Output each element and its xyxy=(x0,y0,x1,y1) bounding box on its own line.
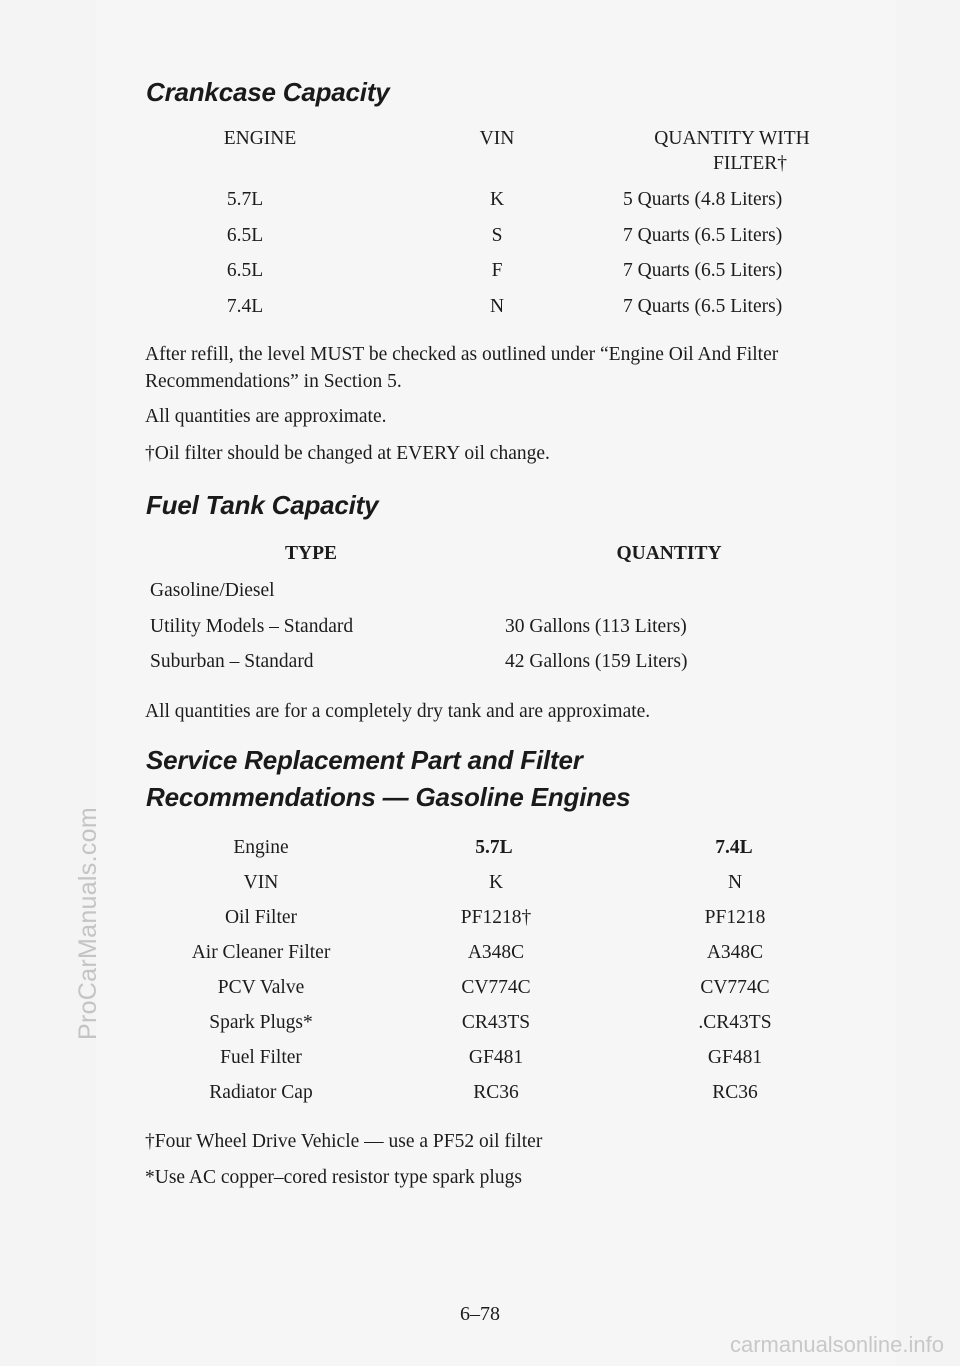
crankcase-row-engine: 5.7L xyxy=(226,189,264,210)
crankcase-row-engine: 6.5L xyxy=(226,225,264,246)
service-note-star: *Use AC copper–cored resistor type spark plugs xyxy=(145,1167,522,1188)
service-row-label: Spark Plugs* xyxy=(209,1012,313,1033)
crankcase-row-vin: S xyxy=(491,225,503,246)
fuel-row-quantity: 30 Gallons (113 Liters) xyxy=(505,616,687,637)
fuel-header-quantity: QUANTITY xyxy=(616,543,722,564)
fuel-note: All quantities are for a completely dry tank and are approximate. xyxy=(145,701,651,722)
service-row-col1: CR43TS xyxy=(461,1012,531,1033)
service-row-label: Air Cleaner Filter xyxy=(191,942,331,963)
page-number: 6–78 xyxy=(460,1303,500,1325)
service-header-col1: 5.7L xyxy=(475,837,513,858)
service-row-col1: GF481 xyxy=(468,1047,524,1068)
crankcase-note-approx: All quantities are approximate. xyxy=(145,406,387,427)
service-row-label: PCV Valve xyxy=(217,977,305,998)
fuel-group-label: Gasoline/Diesel xyxy=(150,580,275,601)
service-row-label: Radiator Cap xyxy=(209,1082,313,1103)
service-title-line1: Service Replacement Part and Filter xyxy=(146,745,583,775)
crankcase-header-quantity-line1: QUANTITY WITH xyxy=(654,128,810,149)
service-row-col2: PF1218 xyxy=(704,907,766,928)
fuel-tank-title: Fuel Tank Capacity xyxy=(146,490,379,520)
service-header-col2: 7.4L xyxy=(715,837,753,858)
crankcase-row-quantity: 7 Quarts (6.5 Liters) xyxy=(623,225,783,246)
service-note-dagger: †Four Wheel Drive Vehicle — use a PF52 oil filter xyxy=(145,1131,543,1152)
service-title-line2: Recommendations — Gasoline Engines xyxy=(146,782,631,812)
crankcase-row-quantity: 7 Quarts (6.5 Liters) xyxy=(623,296,783,317)
side-watermark: ProCarManuals.com xyxy=(74,807,102,1040)
service-header-label: Engine xyxy=(233,837,289,858)
crankcase-title: Crankcase Capacity xyxy=(146,77,390,107)
service-row-label: Oil Filter xyxy=(224,907,298,928)
service-row-col2: RC36 xyxy=(712,1082,758,1103)
service-row-label: Fuel Filter xyxy=(220,1047,302,1068)
crankcase-header-vin: VIN xyxy=(479,128,515,149)
fuel-row-type: Suburban – Standard xyxy=(150,651,314,672)
crankcase-row-engine: 6.5L xyxy=(226,260,264,281)
crankcase-header-engine: ENGINE xyxy=(223,128,297,149)
fuel-row-type: Utility Models – Standard xyxy=(150,616,354,637)
service-row-col1: A348C xyxy=(467,942,525,963)
crankcase-row-quantity: 5 Quarts (4.8 Liters) xyxy=(623,189,783,210)
service-row-col2: CV774C xyxy=(700,977,770,998)
service-row-col1: RC36 xyxy=(473,1082,519,1103)
crankcase-row-engine: 7.4L xyxy=(226,296,264,317)
crankcase-row-vin: K xyxy=(489,189,505,210)
service-row-col2: .CR43TS xyxy=(698,1012,772,1033)
crankcase-header-quantity-line2: FILTER† xyxy=(712,153,788,174)
service-row-col2: A348C xyxy=(706,942,764,963)
service-row-label: VIN xyxy=(243,872,279,893)
service-row-col1: PF1218† xyxy=(460,907,532,928)
crankcase-row-vin: N xyxy=(489,296,505,317)
service-row-col2: N xyxy=(727,872,743,893)
service-row-col1: K xyxy=(488,872,504,893)
crankcase-row-vin: F xyxy=(491,260,503,281)
fuel-header-type: TYPE xyxy=(284,543,338,564)
crankcase-row-quantity: 7 Quarts (6.5 Liters) xyxy=(623,260,783,281)
fuel-row-quantity: 42 Gallons (159 Liters) xyxy=(505,651,688,672)
crankcase-note-filter: †Oil filter should be changed at EVERY oil change. xyxy=(145,443,550,464)
service-row-col1: CV774C xyxy=(461,977,531,998)
crankcase-note-refill: After refill, the level MUST be checked as outlined under “Engine Oil And Filter Recommendations” in Section 5. xyxy=(145,344,779,392)
bottom-watermark: carmanualsonline.info xyxy=(729,1332,944,1357)
service-row-col2: GF481 xyxy=(707,1047,763,1068)
